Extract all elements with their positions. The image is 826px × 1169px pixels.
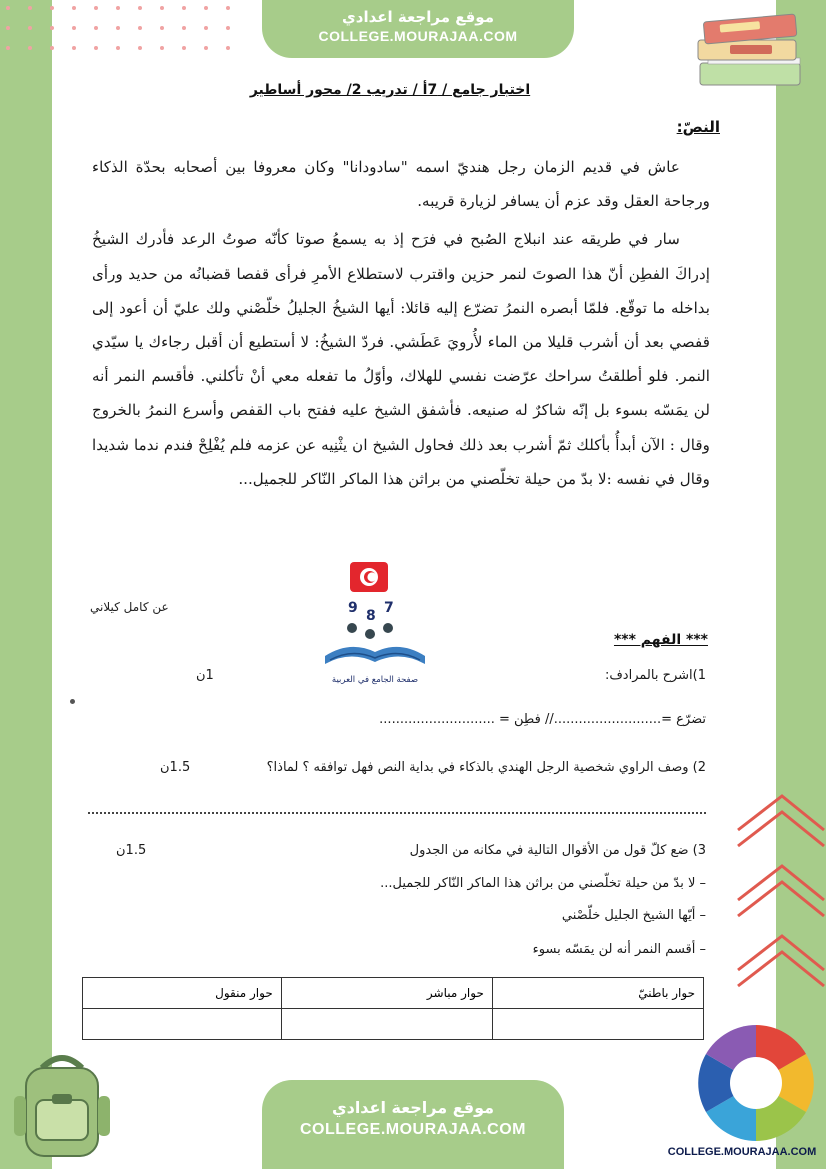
jamea-page-badge (320, 560, 430, 695)
decorative-dot (28, 26, 32, 30)
site-domain: COLLEGE.MOURAJAA.COM (318, 28, 518, 44)
decorative-dot (116, 26, 120, 30)
site-logo-wheel-icon (695, 1022, 817, 1144)
decorative-dot (160, 46, 164, 50)
backpack-icon (12, 1050, 112, 1160)
decorative-dot (204, 26, 208, 30)
decorative-dot (50, 26, 54, 30)
site-banner-bottom[interactable] (262, 1080, 564, 1169)
decorative-dot (226, 26, 230, 30)
decorative-dot (116, 6, 120, 10)
decorative-chevrons (730, 790, 826, 1050)
badge-label: صفحة الجامع في العربية (331, 675, 419, 685)
site-tag-footer[interactable]: COLLEGE.MOURAJAA.COM (667, 1146, 817, 1158)
paragraph-1: عاش في قديم الزمان رجل هنديّ اسمه "سادودانا" وكان معروفا بين أصحابه بحدّة الذكاء ورجاحة العقل وقد عزم أن يسافر لزيارة قريبه. (92, 158, 710, 211)
decorative-dot (182, 46, 186, 50)
decorative-dot (116, 46, 120, 50)
decorative-dot (226, 6, 230, 10)
question-2-points: 1.5ن (160, 760, 191, 775)
dialog-table (82, 977, 704, 1040)
question-2: 2) وصف الراوي شخصية الرجل الهندي بالذكاء في بداية النص فهل توافقه ؟ لماذا؟ (266, 760, 706, 775)
site-name-footer: موقع مراجعة اعدادي (331, 1098, 495, 1117)
decorative-dot (72, 26, 76, 30)
header-internal-dialogue: حوار باطنيّ (492, 978, 703, 1009)
main-text (92, 150, 710, 496)
answer-cell-internal[interactable] (492, 1009, 703, 1040)
decorative-dot (6, 6, 10, 10)
decorative-dot (138, 46, 142, 50)
table-answer-row (83, 1009, 704, 1040)
decorative-dot (6, 46, 10, 50)
question-3: 3) ضع كلّ قول من الأقوال التالية في مكانه من الجدول (409, 843, 706, 858)
answer-cell-direct[interactable] (281, 1009, 492, 1040)
decorative-dot (28, 6, 32, 10)
question-3-points: 1.5ن (116, 843, 147, 858)
document-title: اختبار جامع / 7أ / تدريب 2/ محور أساطير (249, 82, 531, 98)
decorative-dot (50, 46, 54, 50)
decorative-dot (94, 46, 98, 50)
decorative-dot (138, 6, 142, 10)
decorative-dot (72, 6, 76, 10)
decorative-dot (182, 26, 186, 30)
author-credit: عن كامل كيلاني (90, 600, 169, 614)
header-reported-dialogue: حوار منقول (83, 978, 282, 1009)
decorative-dot (28, 46, 32, 50)
badge-digit-8: 8 (366, 608, 376, 624)
decorative-dot (226, 46, 230, 50)
question-1-points: 1ن (196, 668, 214, 683)
decorative-dot (138, 26, 142, 30)
site-name: موقع مراجعة اعدادي (342, 8, 494, 26)
quote-item-3: – أقسم النمر أنه لن يمَسّه بسوء (532, 942, 706, 957)
site-banner-top[interactable] (262, 0, 574, 58)
decorative-dot (204, 46, 208, 50)
quote-item-2: – أيّها الشيخ الجليل خلّصْني (561, 908, 706, 923)
quote-item-1: – لا بدّ من حيلة تخلّصني من براثن هذا الماكر النّاكر للجميل... (380, 876, 706, 891)
answer-cell-reported[interactable] (83, 1009, 282, 1040)
decorative-dot (94, 26, 98, 30)
books-stack-icon (690, 8, 810, 93)
comprehension-heading: *** الفهم *** (613, 632, 708, 648)
decorative-dots (0, 0, 260, 60)
badge-digit-7: 7 (384, 600, 394, 616)
decorative-dot (160, 26, 164, 30)
decorative-dot (94, 6, 98, 10)
header-direct-dialogue: حوار مباشر (281, 978, 492, 1009)
decorative-dot (204, 6, 208, 10)
question-1-answer-line[interactable]: تضرّع =..........................// فطِن = ............................ (379, 712, 706, 727)
table-header-row (83, 978, 704, 1009)
decorative-dot (72, 46, 76, 50)
decorative-dot (6, 26, 10, 30)
question-2-answer-line[interactable] (88, 812, 706, 814)
margin-mark (70, 699, 75, 704)
badge-digit-9: 9 (348, 600, 358, 616)
text-heading: النصّ: (676, 118, 720, 136)
paragraph-2: سار في طريقه عند انبلاج الصُبح في فرَح إذ به يسمعُ صوتا كأنّه صوتُ الرعد فأدرك الشيخُ إدراكَ الفطِن أنّ هذا الصوتَ لنمر حزين واقترب لاستطلاع الأمرِ فرأى قفصا قضبانُه من حديد ورأى بداخله ما توقّع. فلمّا أبصره النمرُ تضرّع إليه قائلا: أيها الشيخُ الجليلُ خلّصْني ولك عليّ أن أعود إلى قفصي بعد أن أشرب قليلا من الماء لأُرويَ عَطَشي. فردّ الشيخُ: لا أستطيع أن أقبل رجاءك يا سيّدي النمر. فلو أطلقتُ سراحك عرّضت نفسي للهلاك، وأوّلُ ما تفعله معي أنْ تأكلني. فأقسم النمر أنه لن يمَسّه بسوء بل إنّه شاكرٌ له صنيعه. فأشفق الشيخ عليه ففتح باب القفص وأسرع النمرُ بالخروج وقال : الآن أبدأُ بأكلك ثمّ أشرب بعد ذلك فحاول الشيخ ان يثْنِيه عن عزمه فلم يُفْلِحْ فندم ندما شديدا وقال في نفسه :لا بدّ من حيلة تخلّصني من براثن هذا الماكر النّاكر للجميل... (92, 230, 710, 488)
decorative-dot (50, 6, 54, 10)
site-domain-footer: COLLEGE.MOURAJAA.COM (300, 1121, 526, 1138)
decorative-dot (160, 6, 164, 10)
question-1: 1)اشرح بالمرادف: (604, 668, 706, 683)
decorative-dot (182, 6, 186, 10)
